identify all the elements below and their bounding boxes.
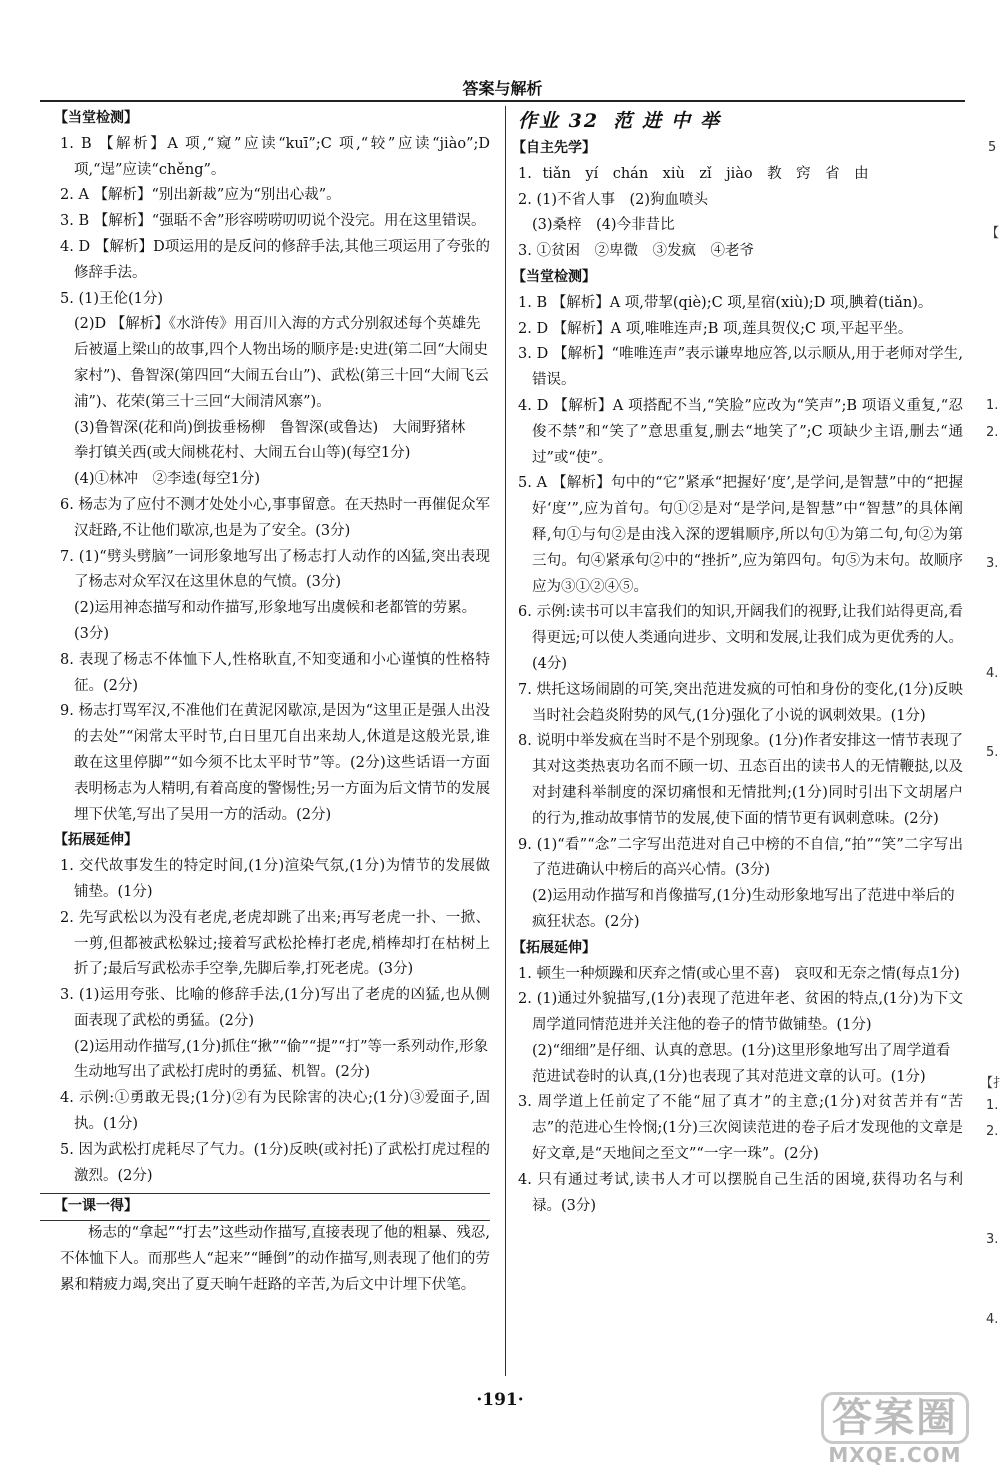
edge-mark: 2. [986, 425, 999, 440]
answer-subitem: (3)桑梓 (4)今非昔比 [532, 217, 675, 234]
summary-box [40, 1193, 490, 1221]
answer-item: 6. 示例:读书可以丰富我们的知识,开阔我们的视野,让我们站得更高,看得更远;可以使人类通向进步、文明和发展,让我们成为更优秀的人。(4分) [518, 604, 963, 672]
section-title: 【拓展延伸】 [512, 939, 596, 956]
edge-mark: 1. [986, 1098, 999, 1113]
answer-item: 5. 因为武松打虎耗尽了气力。(1分)反映(或衬托)了武松打虎过程的激烈。(2分) [60, 1141, 490, 1184]
section-title: 【当堂检测】 [512, 268, 596, 285]
answer-item: 6. 杨志为了应付不测才处处小心,事事留意。在天热时一再催促众军汉赶路,不让他们歇凉,也是为了安全。(3分) [60, 496, 490, 539]
watermark-logo: 答案圈 [821, 1392, 969, 1444]
answer-item: 8. 表现了杨志不体恤下人,性格耿直,不知变通和小心谨慎的性格特征。(2分) [60, 651, 490, 694]
answer-item: 3. (1)运用夸张、比喻的修辞手法,(1分)写出了老虎的凶猛,也从侧面表现了武松的勇猛。(2分) [60, 987, 490, 1029]
answer-subitem: (2)运用动作描写和肖像描写,(1分)生动形象地写出了范进中举后的疯狂状态。(2分) [532, 888, 955, 930]
answer-item: 5. (1)王伦(1分) [60, 290, 164, 307]
answer-item: 4. 只有通过考试,读书人才可以摆脱自己生活的困境,获得功名与利禄。(3分) [518, 1171, 963, 1214]
answer-item: 1. 顿生一种烦躁和厌弃之情(或心里不喜) 哀叹和无奈之情(每点1分) [518, 965, 960, 982]
section-title: 【自主先学】 [512, 140, 596, 156]
answer-item: 4. D 【解析】D项运用的是反问的修辞手法,其他三项运用了夸张的修辞手法。 [60, 238, 490, 281]
edge-mark: 【扌 [980, 1076, 1006, 1091]
answer-item: 3. B 【解析】“强聒不舍”形容唠唠叨叨说个没完。用在这里错误。 [60, 213, 486, 230]
page-header [40, 78, 965, 102]
answer-item: 3. 周学道上任前定了不能“屈了真才”的主意;(1分)对贫苦并有“苦志”的范进心生怜悯;(1分)三次阅读范进的卷子后才发现他的文章是好文章,是“天地间之至文”“一字一珠”。(2分) [518, 1094, 963, 1163]
answer-item: 4. 示例:①勇敢无畏;(1分)②有为民除害的决心;(1分)③爱面子,固执。(1分) [60, 1090, 490, 1133]
edge-mark: 5 [988, 140, 997, 155]
header-title: 答案与解析 [462, 79, 543, 98]
answer-item: 4. D 【解析】A 项搭配不当,“笑脸”应改为“笑声”;B 项语义重复,“忍俊不禁”和“笑了”意思重复,删去“地笑了”;C 项缺少主语,删去“通过”或“使”。 [518, 397, 963, 466]
site-watermark [800, 1392, 990, 1467]
answer-item: 1. 交代故事发生的特定时间,(1分)渲染气氛,(1分)为情节的发展做铺垫。(1分) [60, 858, 490, 900]
answer-subitem: (4)①林冲 ②李逵(每空1分) [74, 471, 261, 488]
edge-mark: 5. [986, 745, 999, 760]
summary-paragraph: 杨志的“拿起”“打去”这些动作描写,直接表现了他的粗暴、残忍,不体恤下人。而那些人“起来”“睡倒”的动作描写,则表现了他们的劳累和精疲力竭,突出了夏天晌午赶路的辛苦,为后文中计埋下伏笔。 [60, 1225, 490, 1293]
answer-item: 7. 烘托这场闹剧的可笑,突出范进发疯的可怕和身份的变化,(1分)反映当时社会趋炎附势的风气,(1分)强化了小说的讽刺效果。(1分) [518, 681, 963, 724]
answer-item: 1. B 【解析】A 项,带挈(qiè);C 项,星宿(xiù);D 项,腆着(tiǎn)。 [518, 294, 933, 311]
lesson-name: 范进中举 [613, 110, 730, 132]
section-title: 【当堂检测】 [54, 110, 138, 126]
answer-item: 8. 说明中举发疯在当时不是个别现象。(1分)作者安排这一情节表现了其对这类热衷功名而不顾一切、丑态百出的读书人的无情鞭挞,以及对封建科举制度的深切痛恨和无情批判;(1分)同时引出下文胡屠户的行为,推动故事情节的发展,使下面的情节更有讽刺意味。(2分) [518, 733, 963, 827]
lesson-number: 作业 32 [518, 110, 600, 132]
edge-mark: 3. [986, 556, 999, 571]
edge-mark: 2. [986, 1124, 999, 1139]
page-number: ·191· [476, 1390, 524, 1410]
answer-subitem: (2)运用神态描写和动作描写,形象地写出虞候和老都管的劳累。(3分) [74, 600, 477, 642]
answer-subitem: (2)“细细”是仔细、认真的意思。(1分)这里形象地写出了周学道看范进试卷时的认真,(1分)也表现了其对范进文章的认可。(1分) [532, 1042, 951, 1085]
answer-item: 9. 杨志打骂军汉,不准他们在黄泥冈歇凉,是因为“这里正是强人出没的去处”“闲常太平时节,白日里兀自出来劫人,休道是这般光景,谁敢在这里停脚”“如今须不比太平时节”等。(2分)这些话语一方面表明杨志为人精明,有着高度的警惕性;另一方面为后文情节的发展埋下伏笔,写出了吴用一方的活动。(2分) [60, 703, 490, 823]
answer-item: 1. B 【解析】A 项,“窥”应读“kuī”;C 项,“较”应读“jiào”;D 项,“逞”应读“chěng”。 [60, 135, 490, 178]
lesson-title [518, 106, 963, 136]
answer-subitem: (2)运用动作描写,(1分)抓住“揪”“偷”“提”“打”等一系列动作,形象生动地写出了武松打虎时的勇猛、机智。(2分) [74, 1038, 489, 1081]
answer-item: 3. ①贫困 ②卑微 ③发疯 ④老爷 [518, 243, 754, 260]
column-divider [505, 106, 506, 1376]
answer-subitem: (2)D 【解析】《水浒传》用百川入海的方式分别叙述每个英雄先后被逼上梁山的故事,四个人物出场的顺序是:史进(第二回“大闹史家村”)、鲁智深(第四回“大闹五台山”)、武松(第三十回“大闹飞云浦”)、花荣(第三十三回“大闹清风寨”)。 [74, 316, 489, 410]
edge-mark: 3. [986, 1232, 999, 1247]
answer-item: 7. (1)“劈头劈脑”一词形象地写出了杨志打人动作的凶猛,突出表现了杨志对众军汉在这里休息的气愤。(3分) [60, 548, 490, 591]
left-column [54, 106, 490, 1299]
watermark-url: MXQE.COM [828, 1443, 962, 1467]
answer-item: 2. (1)不省人事 (2)狗血喷头 [518, 191, 709, 208]
edge-mark: 4. [986, 1312, 999, 1327]
answer-subitem: (3)鲁智深(花和尚)倒拔垂杨柳 鲁智深(或鲁达) 大闹野猪林 拳打镇关西(或大闹桃花村、大闹五台山等)(每空1分) [74, 419, 480, 462]
answer-item: 9. (1)“看”“念”二字写出范进对自己中榜的不自信,“拍”“笑”二字写出了范进确认中榜后的高兴心情。(3分) [518, 836, 963, 879]
right-column [512, 106, 963, 1219]
answer-item: 5. A 【解析】句中的“它”紧承“把握好‘度’,是学问,是智慧”中的“把握好‘度’”,应为首句。句①②是对“是学问,是智慧”中“智慧”的具体阐释,句①与句②是由浅入深的逻辑顺序,所以句①为第二句,句②为第三句。句④紧承句②中的“挫折”,应为第四句。句⑤为末句。故顺序应为③①②④⑤。 [518, 475, 963, 595]
answer-item: 2. 先写武松以为没有老虎,老虎却跳了出来;再写老虎一扑、一掀、一剪,但都被武松躲过;接着写武松抡棒打老虎,梢棒却打在枯树上折了;最后写武松赤手空拳,先脚后拳,打死老虎。(3分) [60, 909, 490, 978]
answer-item: 3. D 【解析】“唯唯连声”表示谦卑地应答,以示顺从,用于老师对学生,错误。 [518, 346, 963, 389]
section-title: 【拓展延伸】 [54, 832, 138, 849]
answer-item: 2. A 【解析】“别出新裁”应为“别出心裁”。 [60, 187, 341, 204]
edge-mark: 1. [986, 398, 999, 413]
edge-mark: 【 [986, 226, 1000, 241]
pinyin-answer: 1. tiǎn yí chán xiù zǐ jiào 教 窍 省 由 [518, 165, 869, 182]
answer-item: 2. (1)通过外貌描写,(1分)表现了范进年老、贫困的特点,(1分)为下文周学道同情范进并关注他的卷子的情节做铺垫。(1分) [518, 991, 963, 1034]
section-title: 【一课一得】 [54, 1198, 138, 1215]
edge-mark: 4. [986, 666, 999, 681]
answer-item: 2. D 【解析】A 项,唯唯连声;B 项,莲具贺仪;C 项,平起平坐。 [518, 320, 913, 337]
